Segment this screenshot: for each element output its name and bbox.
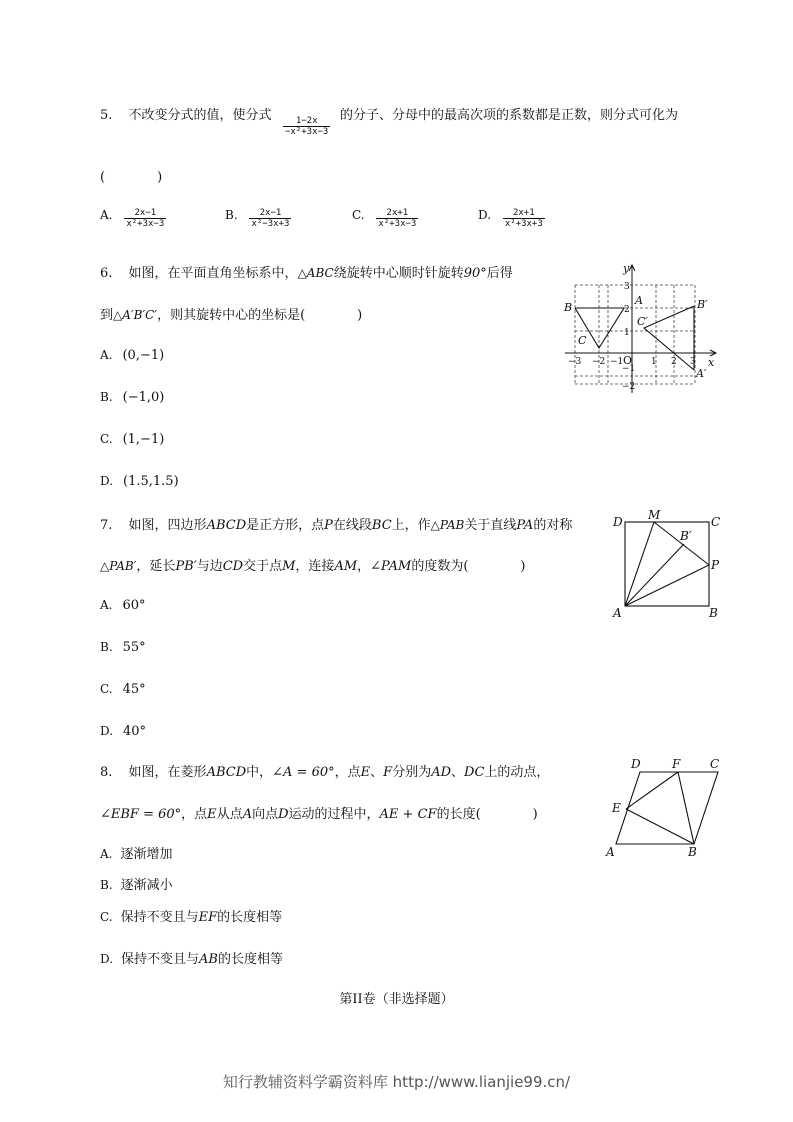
svg-text:−1: −1 (622, 364, 636, 374)
q8-label-c: C (710, 757, 720, 771)
svg-text:−1: −1 (610, 357, 624, 367)
svg-text:1: 1 (624, 328, 630, 338)
q7-label-d: D (613, 515, 623, 529)
q7-option-d[interactable]: D. 40° (100, 724, 147, 739)
q6-label-b: B (564, 301, 573, 314)
q8-label-a: A (606, 845, 615, 859)
q8-option-b[interactable]: B. 逐渐减小 (100, 878, 173, 893)
q8-stem-line2: ∠EBF = 60°，点E从点A向点D运动的过程中，AE + CF的长度( ) (100, 807, 538, 822)
q5-stem: 5. 不改变分式的值，使分式 (100, 108, 272, 123)
q6-label-b1: B′ (697, 298, 708, 311)
q8-stem-line1: 8. 如图，在菱形ABCD中，∠A = 60°，点E、F分别为AD、DC上的动点， (100, 765, 550, 780)
q7-option-a[interactable]: A. 60° (100, 598, 146, 613)
svg-text:3: 3 (690, 357, 696, 367)
svg-text:3: 3 (624, 282, 630, 292)
q7-stem-line2: △PAB′，延长PB′与边CD交于点M，连接AM，∠PAM的度数为( ) (100, 559, 526, 574)
q6-axis-y-label: y (623, 262, 630, 275)
q8-option-c[interactable]: C. 保持不变且与EF的长度相等 (100, 910, 283, 925)
q8-rhombus-figure (600, 752, 728, 862)
q8-option-d[interactable]: D. 保持不变且与AB的长度相等 (100, 952, 283, 967)
svg-text:2: 2 (624, 305, 630, 315)
svg-text:−3: −3 (568, 357, 582, 367)
q5-option-a[interactable]: A. $\frac{2x-1}{\text{x²+3x−3}}$ (100, 208, 165, 229)
q6-label-a: A (635, 294, 643, 307)
q7-label-b: B (709, 606, 718, 620)
q5-answer-blank: ( ) (100, 170, 163, 185)
q6-label-a1: A′ (696, 367, 707, 380)
q6-stem-line2: 到△A′B′C′，则其旋转中心的坐标是( ) (100, 308, 363, 323)
q8-label-e: E (612, 801, 621, 815)
svg-text:−2: −2 (592, 357, 606, 367)
q7-option-c[interactable]: C. 45° (100, 682, 146, 697)
q5-fraction: $\frac{1-2x}{\text{−x²+3x−3}}$ (285, 116, 329, 137)
q6-origin-label: O (623, 354, 633, 367)
q5-stem-cont: 的分子、分母中的最高次项的系数都是正数，则分式可化为 (340, 108, 679, 123)
q6-axis-x-label: x (708, 356, 715, 369)
q5-option-c[interactable]: C. $\frac{2x+1}{\text{x²+3x−3}}$ (352, 208, 417, 229)
q7-square-figure (608, 505, 728, 625)
svg-text:−2: −2 (622, 382, 636, 392)
q6-coordinate-figure (560, 258, 725, 398)
q7-label-a: A (613, 606, 622, 620)
q6-label-c1: C′ (637, 315, 648, 328)
q8-label-d: D (631, 757, 641, 771)
q6-stem-line1: 6. 如图，在平面直角坐标系中，△ABC绕旋转中心顺时针旋转90°后得 (100, 266, 513, 281)
q7-label-b1: B′ (680, 529, 692, 543)
q6-option-b[interactable]: B. (−1,0) (100, 390, 165, 405)
page-footer: 知行教辅资料学霸资料库 http://www.lianjie99.cn/ (222, 1073, 571, 1091)
svg-text:1: 1 (651, 357, 657, 367)
q7-label-m: M (648, 508, 661, 522)
q6-option-a[interactable]: A. (0,−1) (100, 348, 165, 363)
q6-label-c: C (578, 334, 587, 347)
q8-label-b: B (688, 845, 697, 859)
q8-label-f: F (672, 757, 681, 771)
svg-text:2: 2 (671, 357, 677, 367)
q7-label-c: C (711, 515, 721, 529)
q7-label-p: P (711, 558, 720, 572)
q7-option-b[interactable]: B. 55° (100, 640, 146, 655)
section-title: 第II卷（非选择题） (339, 992, 454, 1007)
q5-option-d[interactable]: D. $\frac{2x+1}{\text{x²+3x+3}}$ (478, 208, 543, 229)
q5-number: 5. (100, 108, 113, 123)
q5-option-b[interactable]: B. $\frac{2x-1}{\text{x²−3x+3}}$ (225, 208, 290, 229)
q6-option-d[interactable]: D. (1.5,1.5) (100, 474, 179, 489)
q6-option-c[interactable]: C. (1,−1) (100, 432, 165, 447)
q8-option-a[interactable]: A. 逐渐增加 (100, 847, 173, 862)
q7-stem-line1: 7. 如图，四边形ABCD是正方形，点P在线段BC上，作△PAB关于直线PA的对称 (100, 518, 573, 533)
